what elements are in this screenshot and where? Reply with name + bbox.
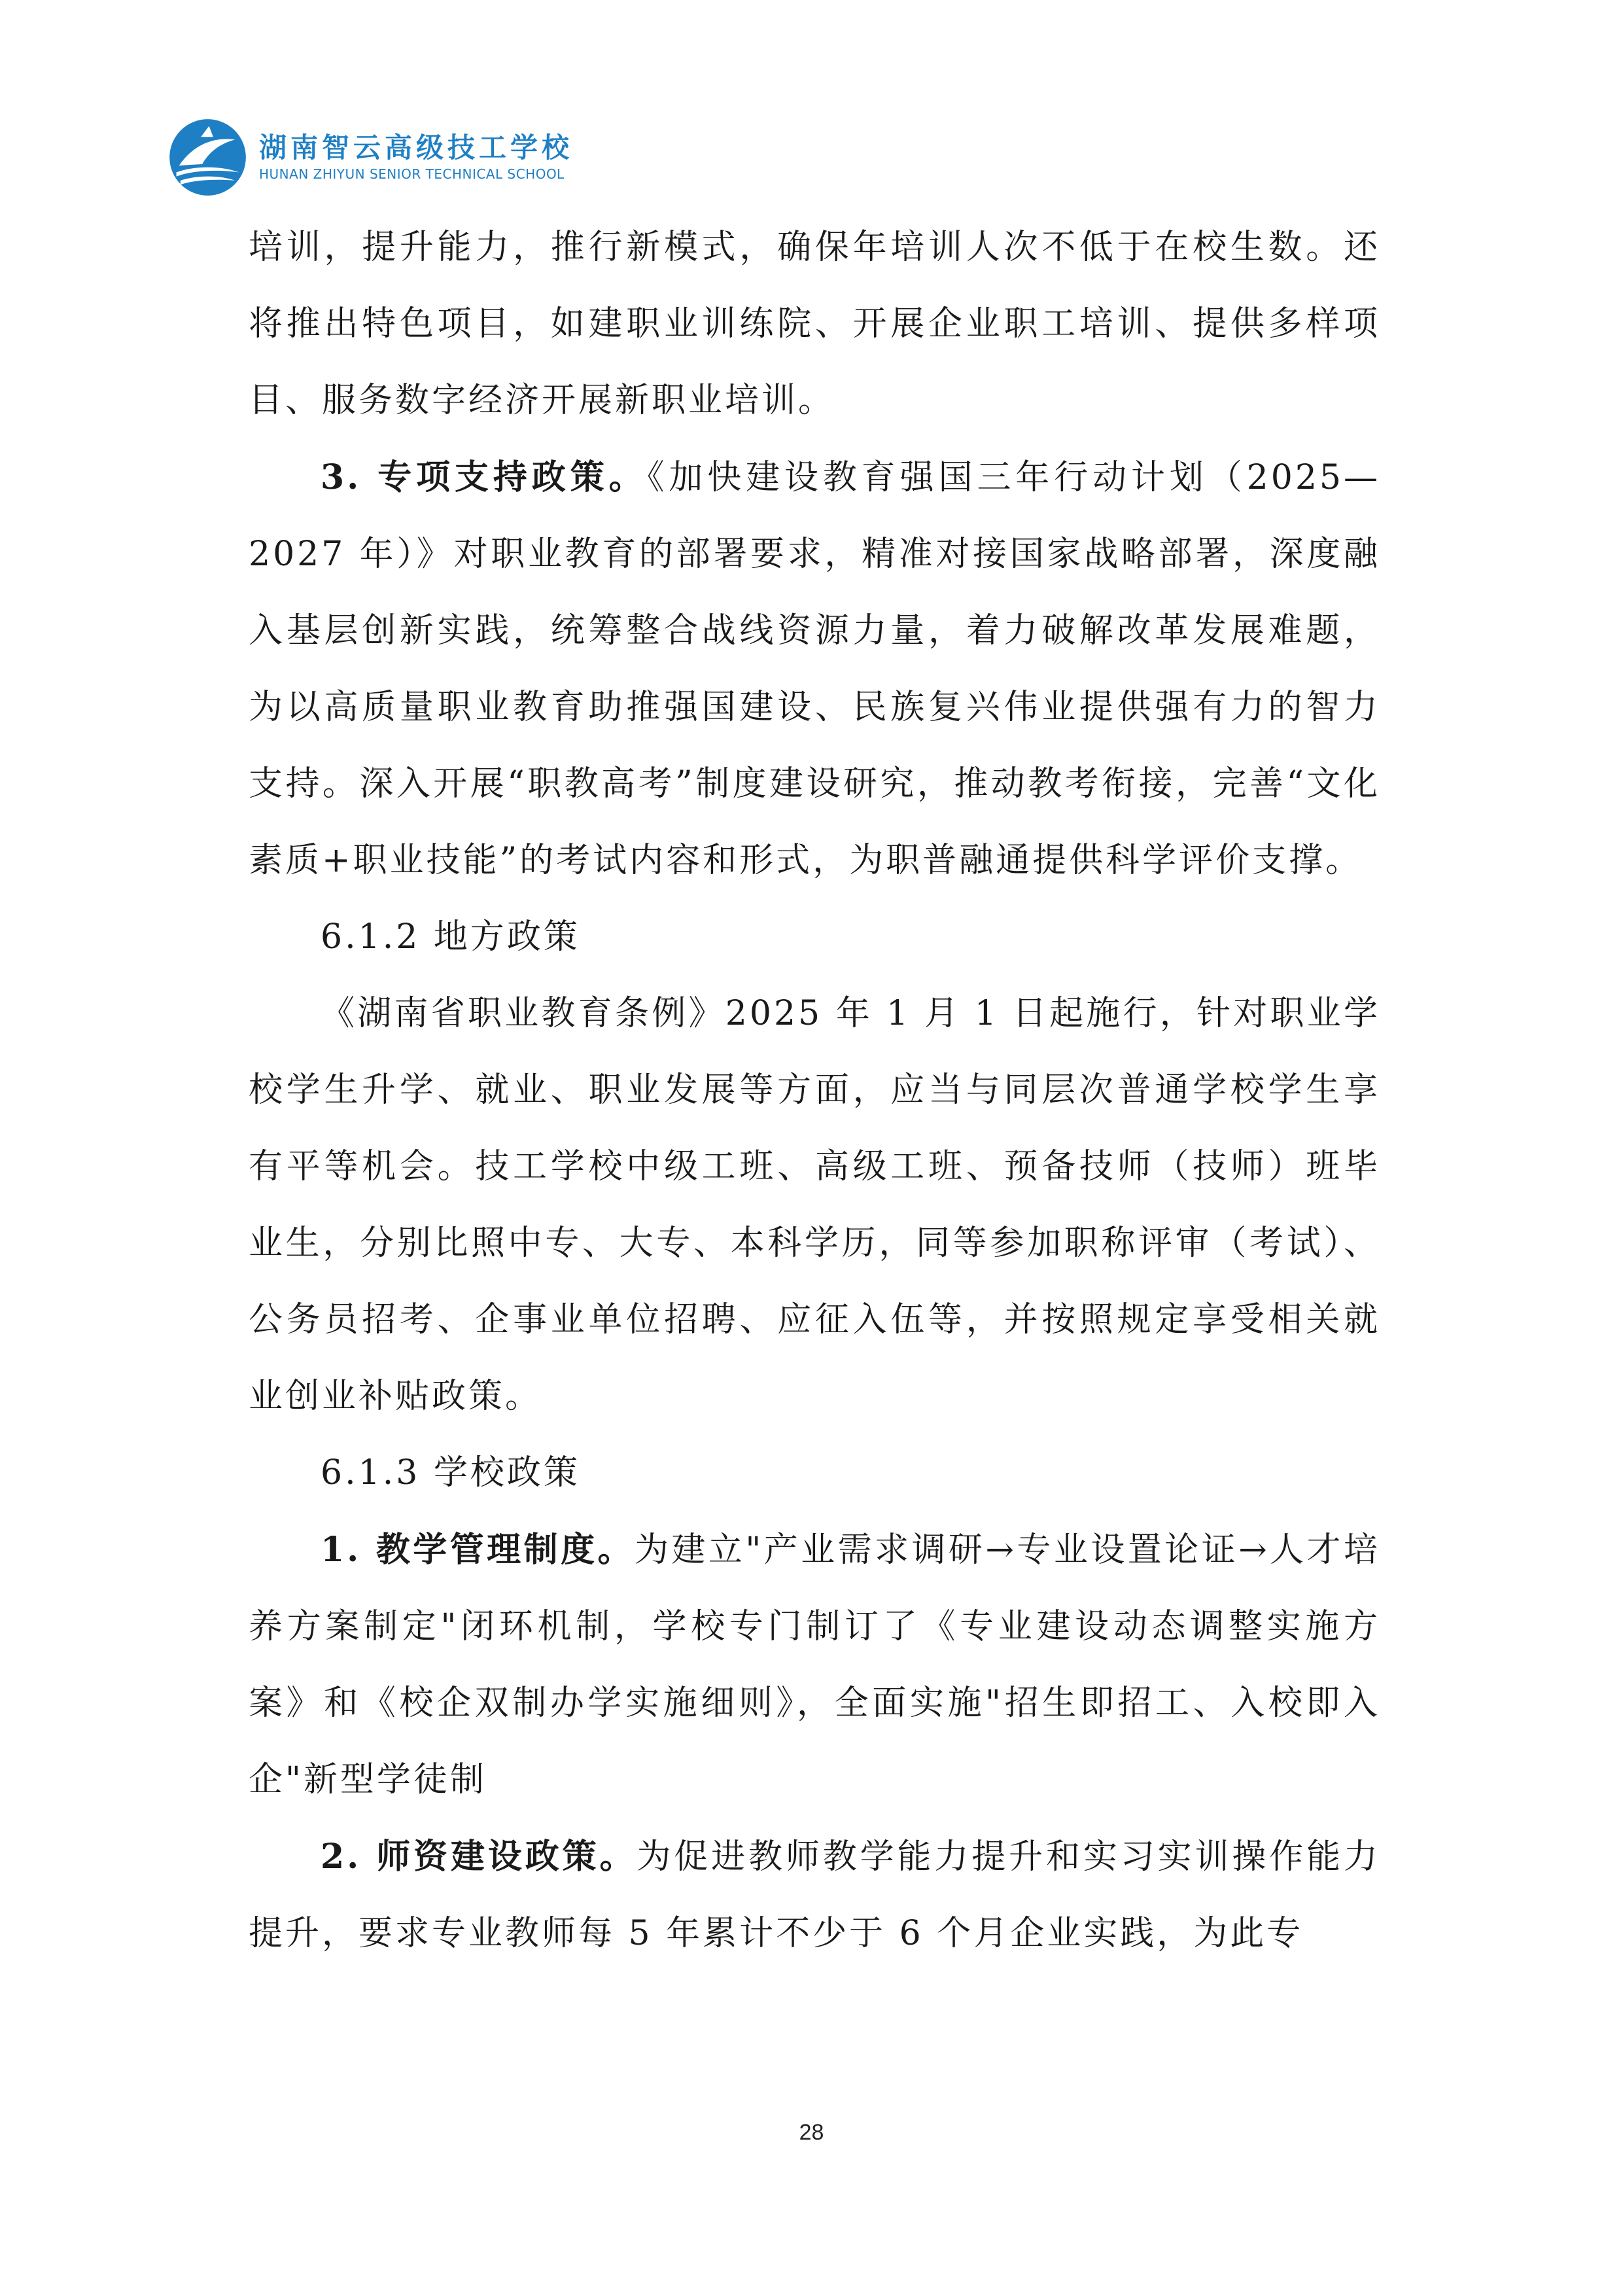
paragraph-teaching-management-lead: 1. 教学管理制度。 [321, 1530, 635, 1570]
heading-local-policy: 6.1.2 地方政策 [321, 917, 580, 957]
paragraph-teaching-management-text: 为建立"产业需求调研→专业设置论证→人才培养方案制定"闭环机制，学校专门制订了《专业建设动态调整实施方案》和《校企双制办学实施细则》，全面实施"招生即招工、入校即入企"新型学徒制 [249, 1530, 1381, 1799]
paragraph-faculty-policy-text: 为促进教师教学能力提升和实习实训操作能力提升，要求专业教师每 5 年累计不少于 6 个月企业实践，为此专 [249, 1837, 1380, 1953]
paragraph-teaching-management [249, 1511, 1380, 1818]
document-body [249, 209, 1380, 1972]
paragraph-special-policy [249, 439, 1380, 899]
page-number: 28 [799, 2120, 824, 2145]
paragraph-hunan-regulation: 《湖南省职业教育条例》2025 年 1 月 1 日起施行，针对职业学校学生升学、就业、职业发展等方面，应当与同层次普通学校学生享有平等机会。技工学校中级工班、高级工班、预备技师（技师）班毕业生，分别比照中专、大专、本科学历，同等参加职称评审（考试）、公务员招考、企事业单位招聘、应征入伍等，并按照规定享受相关就业创业补贴政策。 [249, 994, 1380, 1416]
paragraph-special-policy-lead: 3. 专项支持政策。 [321, 457, 648, 497]
school-logo-icon [167, 116, 249, 198]
school-name-cn: 湖南智云高级技工学校 [259, 131, 574, 164]
page-header [167, 115, 573, 200]
heading-school-policy: 6.1.3 学校政策 [321, 1453, 580, 1492]
paragraph-training: 培训，提升能力，推行新模式，确保年培训人次不低于在校生数。还将推出特色项目，如建职业训练院、开展企业职工培训、提供多样项目、服务数字经济开展新职业培训。 [249, 228, 1380, 420]
school-name-en: HUNAN ZHIYUN SENIOR TECHNICAL SCHOOL [259, 166, 565, 183]
paragraph-special-policy-text: 《加快建设教育强国三年行动计划（2025—2027 年）》对职业教育的部署要求，精准对接国家战略部署，深度融入基层创新实践，统筹整合战线资源力量，着力破解改革发展难题，为以高质量职业教育助推强国建设、民族复兴伟业提供强有力的智力支持。深入开展“职教高考”制度建设研究，推动教考衔接，完善“文化素质+职业技能”的考试内容和形式，为职普融通提供科学评价支撑。 [249, 458, 1380, 880]
paragraph-faculty-policy-lead: 2. 师资建设政策。 [321, 1837, 637, 1877]
paragraph-faculty-policy [249, 1818, 1380, 1972]
school-name [259, 133, 573, 181]
